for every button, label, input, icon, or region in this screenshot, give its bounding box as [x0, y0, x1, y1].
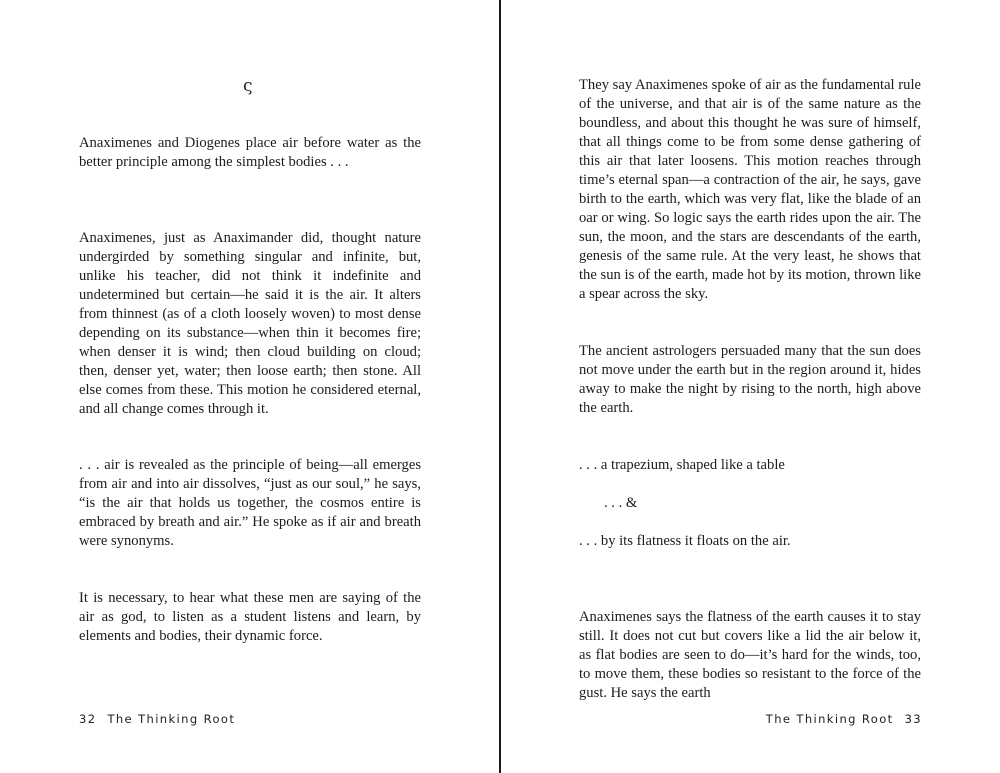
right-paragraph-2: The ancient astrologers persuaded many that the sun does not move under the earth but in the region around it, hides away to make the night by rising to the north, high above the earth. [579, 343, 921, 416]
section-ornament: ς [243, 76, 253, 96]
left-paragraph-2: Anaximenes, just as Anaximander did, thought nature undergirded by something singular and infinite, but, unlike his teacher, did not think it indefinite and undetermined but certain—he said it is the air. It alters from thinnest (as of a cloth loosely woven) to most dense depending on its substance—when thin it becomes fire; when denser it is wind; then cloud building on cloud; then, denser yet, water; then loose earth; then stone. All else comes from these. This motion he considered eternal, and all change comes through it. [79, 230, 421, 417]
right-fragment-3: . . . by its flatness it floats on the air. [579, 533, 791, 549]
right-fragment-1: . . . a trapezium, shaped like a table [579, 457, 785, 473]
left-paragraph-4: It is necessary, to hear what these men are saying of the air as god, to listen as a student listens and learn, by elements and bodies, their dynamic force. [79, 590, 421, 644]
left-paragraph-1: Anaximenes and Diogenes place air before water as the better principle among the simplest bodies . . . [79, 135, 421, 170]
right-paragraph-3: Anaximenes says the flatness of the earth causes it to stay still. It does not cut but covers like a lid the air below it, as flat bodies are seen to do—it’s hard for the winds, too, to move them, these bodies so resistant to the force of the gust. He says the earth [579, 609, 921, 701]
right-paragraph-1: They say Anaximenes spoke of air as the fundamental rule of the universe, and that air is of the same nature as the boundless, and about this thought he was sure of himself, that all things come to be from some dense gathering of this air that later loosens. This motion reaches through time’s eternal span—a contraction of the air, he says, gave birth to the earth, which was very flat, like the blade of an oar or wing. So logic says the earth rides upon the air. The sun, the moon, and the stars are descendants of the earth, genesis of the same rule. At the very least, he shows that the sun is of the earth, made hot by its motion, thrown like a spear across the sky. [579, 77, 921, 302]
right-fragment-2: . . . & [604, 495, 638, 511]
left-folio [79, 712, 235, 726]
page-number: 32 [79, 712, 97, 726]
running-title: The Thinking Root [107, 712, 236, 726]
right-folio [766, 712, 922, 726]
page-number: 33 [904, 712, 922, 726]
running-title: The Thinking Root [765, 712, 894, 726]
left-page [0, 0, 499, 773]
left-paragraph-3: . . . air is revealed as the principle of being—all emerges from air and into air dissolves, “just as our soul,” he says, “is the air that holds us together, the cosmos entire is embraced by breath and air.” He spoke as if air and breath were synonyms. [79, 457, 421, 549]
right-page [501, 0, 1000, 773]
